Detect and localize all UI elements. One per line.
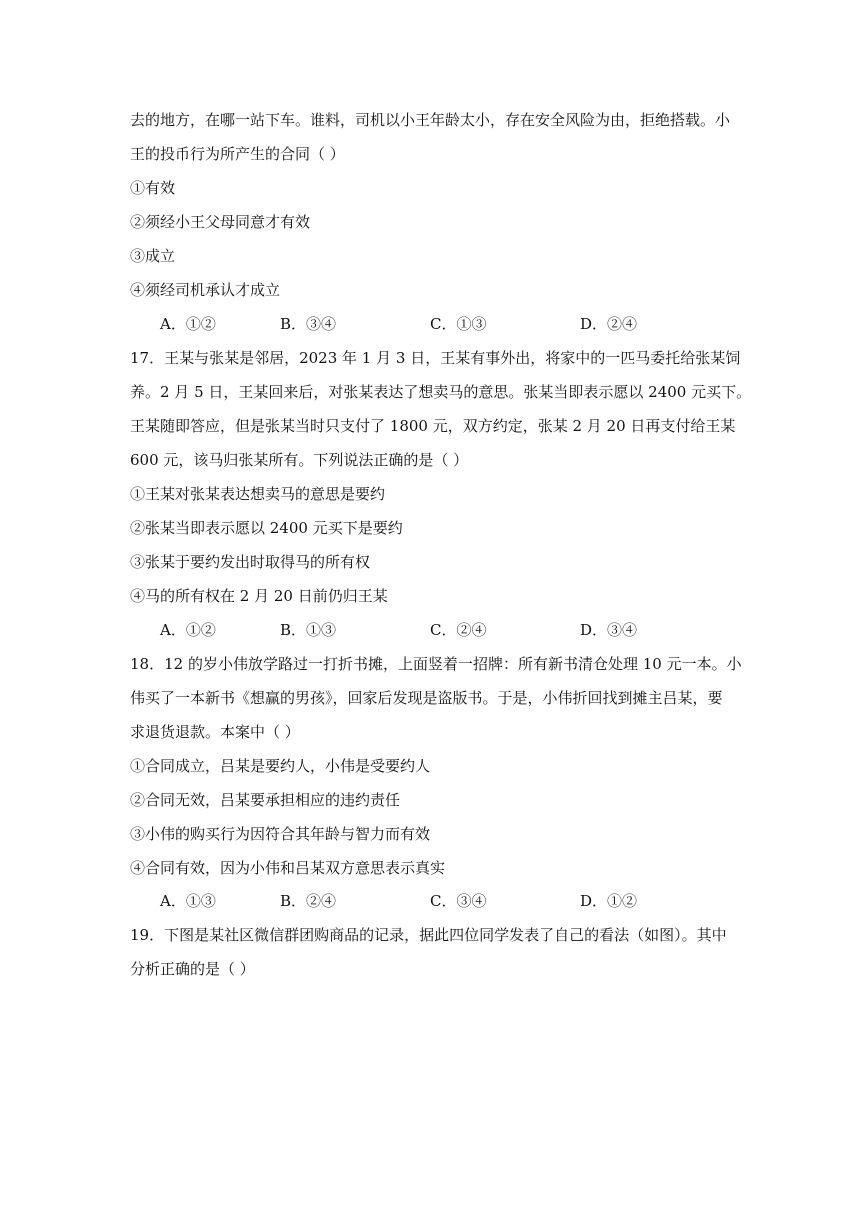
q16-option-a: A．①②	[160, 315, 216, 333]
q16-statement-4: ④须经司机承认才成立	[130, 281, 281, 299]
q17-statement-3: ③张某于要约发出时取得马的所有权	[130, 553, 371, 571]
q18-stem-line-2: 伟买了一本新书《想赢的男孩》，回家后发现是盗版书。于是，小伟折回找到摊主吕某，要	[130, 689, 723, 707]
q17-stem-line-2: 养。2 月 5 日，王某回来后，对张某表达了想卖马的意思。张某当即表示愿以 2400 元买下。	[130, 383, 752, 401]
q18-option-a: A．①③	[160, 892, 216, 910]
q17-statement-2: ②张某当即表示愿以 2400 元买下是要约	[130, 519, 403, 537]
q16-stem-line-1: 去的地方，在哪一站下车。谁料，司机以小王年龄太小，存在安全风险为由，拒绝搭载。小	[130, 111, 731, 129]
q17-option-d: D．③④	[580, 621, 638, 639]
q18-statement-3: ③小伟的购买行为因符合其年龄与智力而有效	[130, 825, 431, 843]
q18-statement-2: ②合同无效，吕某要承担相应的违约责任	[130, 791, 401, 809]
q18-statement-1: ①合同成立，吕某是要约人，小伟是受要约人	[130, 757, 431, 775]
q18-option-c: C．③④	[430, 892, 487, 910]
q19-stem-line-2: 分析正确的是（ ）	[130, 960, 255, 978]
q16-option-d: D．②④	[580, 315, 638, 333]
q17-statement-1: ①王某对张某表达想卖马的意思是要约	[130, 485, 386, 503]
q17-statement-4: ④马的所有权在 2 月 20 日前仍归王某	[130, 587, 388, 605]
q18-stem-line-1: 18．12 的岁小伟放学路过一打折书摊，上面竖着一招牌：所有新书清仓处理 10 元一本。小	[130, 655, 742, 673]
q17-options	[130, 620, 740, 640]
q18-option-b: B．②④	[280, 892, 337, 910]
q18-stem-line-3: 求退货退款。本案中（ ）	[130, 723, 300, 741]
q18-option-d: D．①②	[580, 892, 638, 910]
q16-statement-3: ③成立	[130, 247, 176, 265]
q19-stem-line-1: 19．下图是某社区微信群团购商品的记录，据此四位同学发表了自己的看法（如图）。其中	[130, 926, 727, 944]
q18-statement-4: ④合同有效，因为小伟和吕某双方意思表示真实	[130, 859, 446, 877]
q16-statement-1: ①有效	[130, 179, 176, 197]
q18-options	[130, 891, 740, 911]
q17-stem-line-3: 王某随即答应，但是张某当时只支付了 1800 元，双方约定，张某 2 月 20 日再支付给王某	[130, 417, 736, 435]
q17-option-a: A．①②	[160, 621, 216, 639]
q17-stem-line-1: 17．王某与张某是邻居，2023 年 1 月 3 日，王某有事外出，将家中的一匹马委托给张某饲	[130, 349, 741, 367]
q16-option-c: C．①③	[430, 315, 487, 333]
q16-option-b: B．③④	[280, 315, 337, 333]
q17-option-c: C．②④	[430, 621, 487, 639]
q16-options	[130, 314, 740, 334]
q16-statement-2: ②须经小王父母同意才有效	[130, 213, 311, 231]
q16-stem-line-2: 王的投币行为所产生的合同（ ）	[130, 145, 345, 163]
q17-stem-line-4: 600 元，该马归张某所有。下列说法正确的是（ ）	[130, 451, 469, 469]
q17-option-b: B．①③	[280, 621, 337, 639]
